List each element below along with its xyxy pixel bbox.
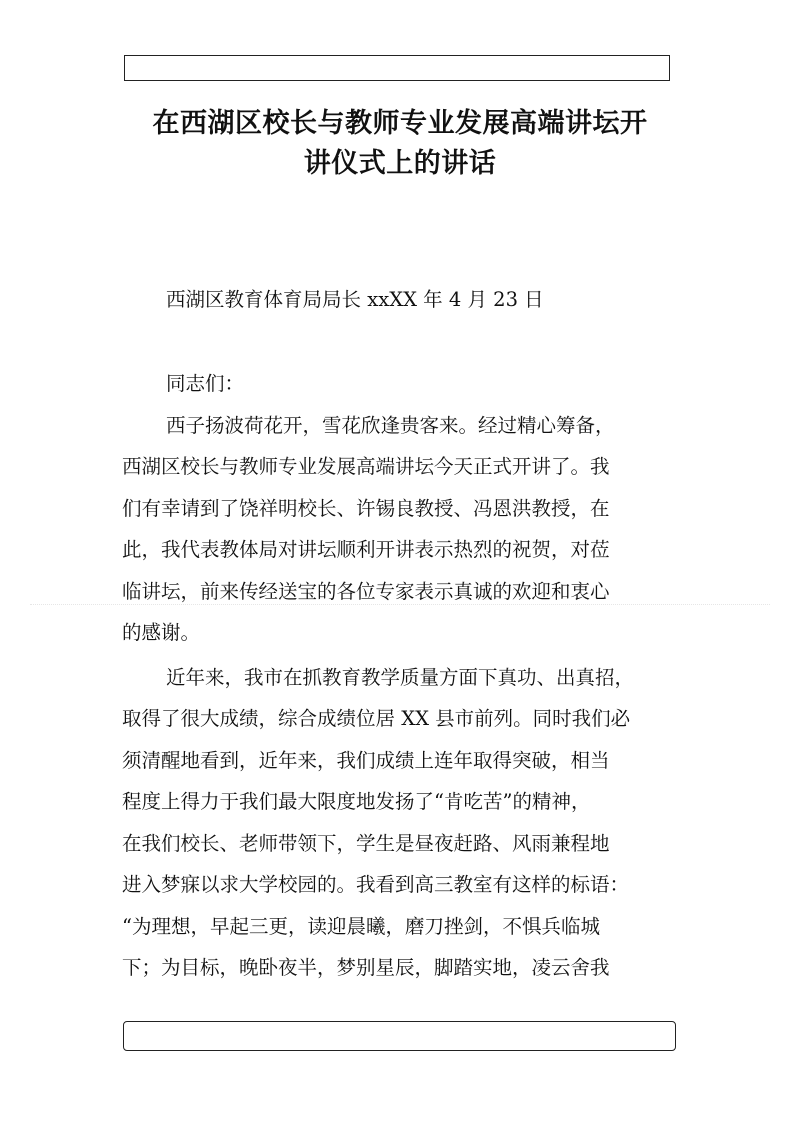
title-line-2: 讲仪式上的讲话 [303, 148, 497, 179]
faint-divider [30, 604, 770, 605]
page-footer-box [123, 1021, 676, 1051]
paragraph-line: 程度上得力于我们最大限度地发扬了“肯吃苦”的精神， [122, 790, 591, 813]
paragraph-line: 临讲坛，前来传经送宝的各位专家表示真诚的欢迎和衷心 [122, 580, 610, 603]
paragraph-line: “为理想，早起三更，读迎晨曦，磨刀挫剑，不惧兵临城 [122, 915, 600, 938]
byline: 西湖区教育体育局局长 xxXX 年 4 月 23 日 [166, 288, 544, 311]
salutation: 同志们： [166, 372, 245, 395]
page-header-box [124, 55, 670, 81]
paragraph-line: 西湖区校长与教师专业发展高端讲坛今天正式开讲了。我 [122, 455, 610, 478]
paragraph-line: 在我们校长、老师带领下，学生是昼夜赶路、风雨兼程地 [122, 832, 610, 855]
title-line-1: 在西湖区校长与教师专业发展高端讲坛开 [152, 108, 648, 139]
paragraph-line: 西子扬波荷花开，雪花欣逢贵客来。经过精心筹备， [166, 414, 615, 437]
paragraph-line: 近年来，我市在抓教育教学质量方面下真功、出真招， [166, 666, 635, 689]
paragraph-line: 的感谢。 [122, 621, 201, 644]
paragraph-line: 须清醒地看到，近年来，我们成绩上连年取得突破，相当 [122, 749, 610, 772]
document-title [120, 104, 680, 184]
paragraph-line: 此，我代表教体局对讲坛顺利开讲表示热烈的祝贺，对莅 [122, 538, 610, 561]
paragraph-line: 进入梦寐以求大学校园的。我看到高三教室有这样的标语： [122, 873, 630, 896]
paragraph-line: 取得了很大成绩，综合成绩位居 XX 县市前列。同时我们必 [122, 707, 631, 730]
paragraph-line: 们有幸请到了饶祥明校长、许锡良教授、冯恩洪教授，在 [122, 497, 610, 520]
paragraph-line: 下；为目标，晚卧夜半，梦别星辰，脚踏实地，凌云舍我 [122, 956, 610, 979]
